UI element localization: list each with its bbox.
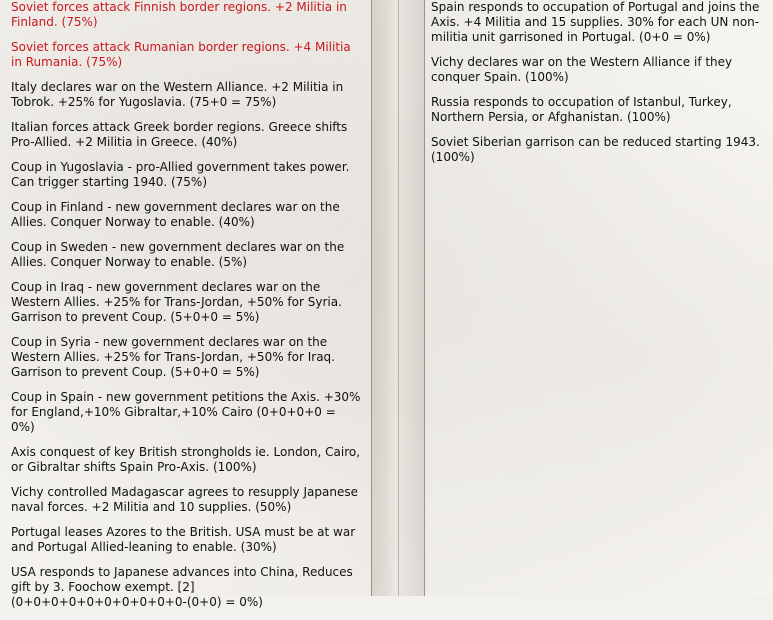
left-column: [11, 0, 361, 620]
event-entry: Coup in Finland - new government declares war on the Allies. Conquer Norway to enable. (40%): [11, 200, 340, 229]
event-entry: Coup in Yugoslavia - pro-Allied government takes power. Can trigger starting 1940. (75%): [11, 160, 350, 189]
event-entry: Coup in Spain - new government petitions the Axis. +30% for England,+10% Gibraltar,+10% Cairo (0+0+0+0 = 0%): [11, 390, 361, 434]
event-entry: Italian forces attack Greek border regions. Greece shifts Pro-Allied. +2 Militia in Greece. (40%): [11, 120, 348, 149]
spine-line: [371, 0, 372, 596]
spine-line: [398, 0, 399, 596]
event-entry: Soviet forces attack Rumanian border regions. +4 Militia in Rumania. (75%): [11, 40, 351, 69]
event-entry: Coup in Iraq - new government declares war on the Western Allies. +25% for Trans-Jordan, +50% for Syria. Garrison to prevent Coup. (5+0+0 = 5%): [11, 280, 342, 324]
event-entry: Coup in Sweden - new government declares war on the Allies. Conquer Norway to enable. (5%): [11, 240, 345, 269]
event-entry: Spain responds to occupation of Portugal and joins the Axis. +4 Militia and 15 supplies. 30% for each UN non-militia unit garrisoned in Portugal. (0+0 = 0%): [431, 0, 760, 44]
event-entry: Vichy controlled Madagascar agrees to resupply Japanese naval forces. +2 Militia and 10 supplies. (50%): [11, 485, 358, 514]
event-entry: Italy declares war on the Western Alliance. +2 Militia in Tobrok. +25% for Yugoslavia. (75+0 = 75%): [11, 80, 344, 109]
event-entry: Coup in Syria - new government declares war on the Western Allies. +25% for Trans-Jordan, +50% for Iraq. Garrison to prevent Coup. (5+0+0 = 5%): [11, 335, 335, 379]
event-entry: USA responds to Japanese advances into China, Reduces gift by 3. Foochow exempt. [2] (0+0+0+0+0+0+0+0+0+0-(0+0) = 0%): [11, 565, 353, 609]
event-entry: Axis conquest of key British strongholds ie. London, Cairo, or Gibraltar shifts Spain Pro-Axis. (100%): [11, 445, 361, 474]
event-entry: Soviet Siberian garrison can be reduced starting 1943. (100%): [431, 135, 760, 164]
event-entry: Soviet forces attack Finnish border regions. +2 Militia in Finland. (75%): [11, 0, 347, 29]
event-entry: Portugal leases Azores to the British. USA must be at war and Portugal Allied-leaning to enable. (30%): [11, 525, 356, 554]
right-column: [431, 0, 767, 175]
spine-line: [424, 0, 425, 596]
event-entry: Vichy declares war on the Western Alliance if they conquer Spain. (100%): [431, 55, 733, 84]
event-entry: Russia responds to occupation of Istanbul, Turkey, Northern Persia, or Afghanistan. (100%): [431, 95, 732, 124]
